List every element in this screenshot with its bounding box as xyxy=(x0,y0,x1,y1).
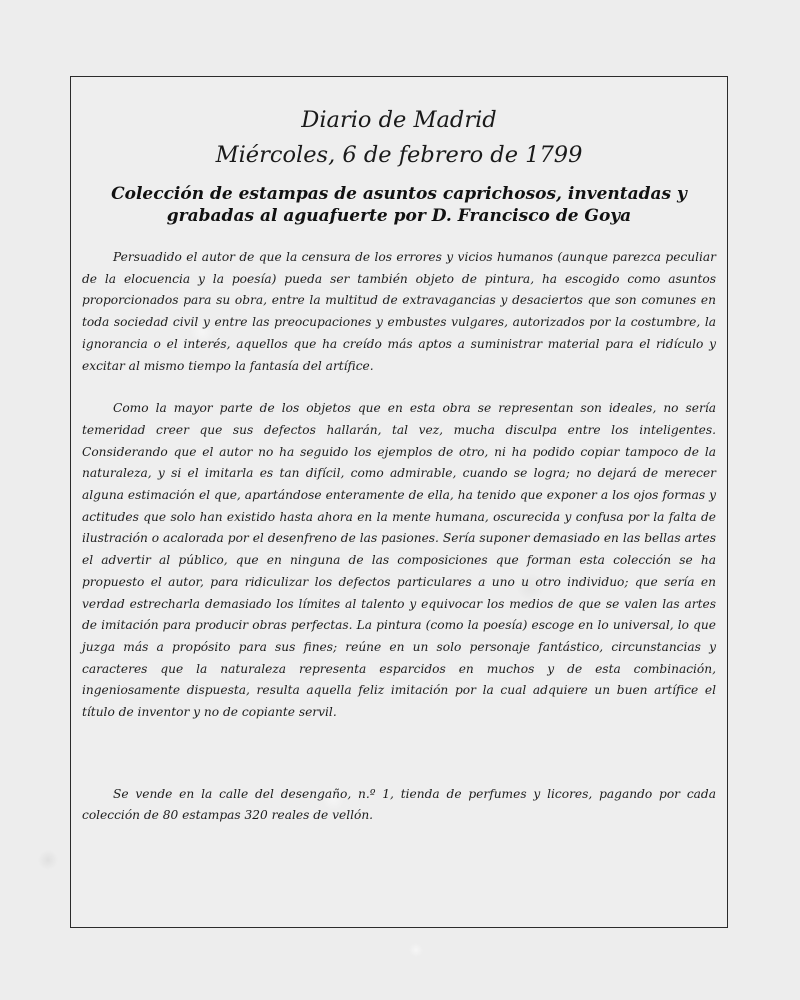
document-frame xyxy=(70,76,728,928)
article-body xyxy=(82,247,716,827)
newspaper-title: Diario de Madrid xyxy=(301,107,497,133)
article-paragraph: Persuadido el autor de que la censura de los errores y vicios humanos (aunque parezca peculiar de la elocuencia y la poesía) pueda ser también objeto de pintura, ha escogido como asuntos proporcionados para su obra, entre la multitud de extravagancias y desaciertos que son comunes en toda sociedad civil y entre las preocupaciones y embustes vulgares, autorizados por la costumbre, la ignorancia o el interés, aquellos que ha creído más aptos a suministrar material para el ridículo y excitar al mismo tiempo la fantasía del artífice. xyxy=(82,250,716,373)
date-line: Miércoles, 6 de febrero de 1799 xyxy=(215,142,583,168)
sale-notice: Se vende en la calle del desengaño, n.º 1, tienda de perfumes y licores, pagando por cada colección de 80 estampas 320 reales de vellón. xyxy=(82,786,716,823)
article-headline: Colección de estampas de asuntos caprichosos, inventadas y grabadas al aguafuerte por D. Francisco de Goya xyxy=(111,184,687,226)
masthead xyxy=(71,103,727,173)
article-paragraph: Como la mayor parte de los objetos que en esta obra se representan son ideales, no sería temeridad creer que sus defectos hallarán, tal vez, mucha disculpa entre los inteligentes. Considerando que el autor no ha seguido los ejemplos de otro, ni ha podido copiar tampoco de la naturaleza, y si el imitarla es tan difícil, como admirable, cuando se logra; no dejará de merecer alguna estimación el que, apartándose enteramente de ella, ha tenido que exponer a los ojos formas y actitudes que solo han existido hasta ahora en la mente humana, oscurecida y confusa por la falta de ilustración o acalorada por el desenfreno de las pasiones. Sería suponer demasiado en las bellas artes el advertir al público, que en ninguna de las composiciones que forman esta colección se ha propuesto el autor, para ridiculizar los defectos particulares a uno u otro individuo; que sería en verdad estrecharla demasiado los límites al talento y equivocar los medios de que se valen las artes de imitación para producir obras perfectas. La pintura (como la poesía) escoge en lo universal, lo que juzga más a propósito para sus fines; reúne en un solo personaje fantástico, circunstancias y caracteres que la naturaleza representa esparcidos en muchos y de esta combinación, ingeniosamente dispuesta, resulta aquella feliz imitación por la cual adquiere un buen artífice el título de inventor y no de copiante servil. xyxy=(82,401,716,720)
